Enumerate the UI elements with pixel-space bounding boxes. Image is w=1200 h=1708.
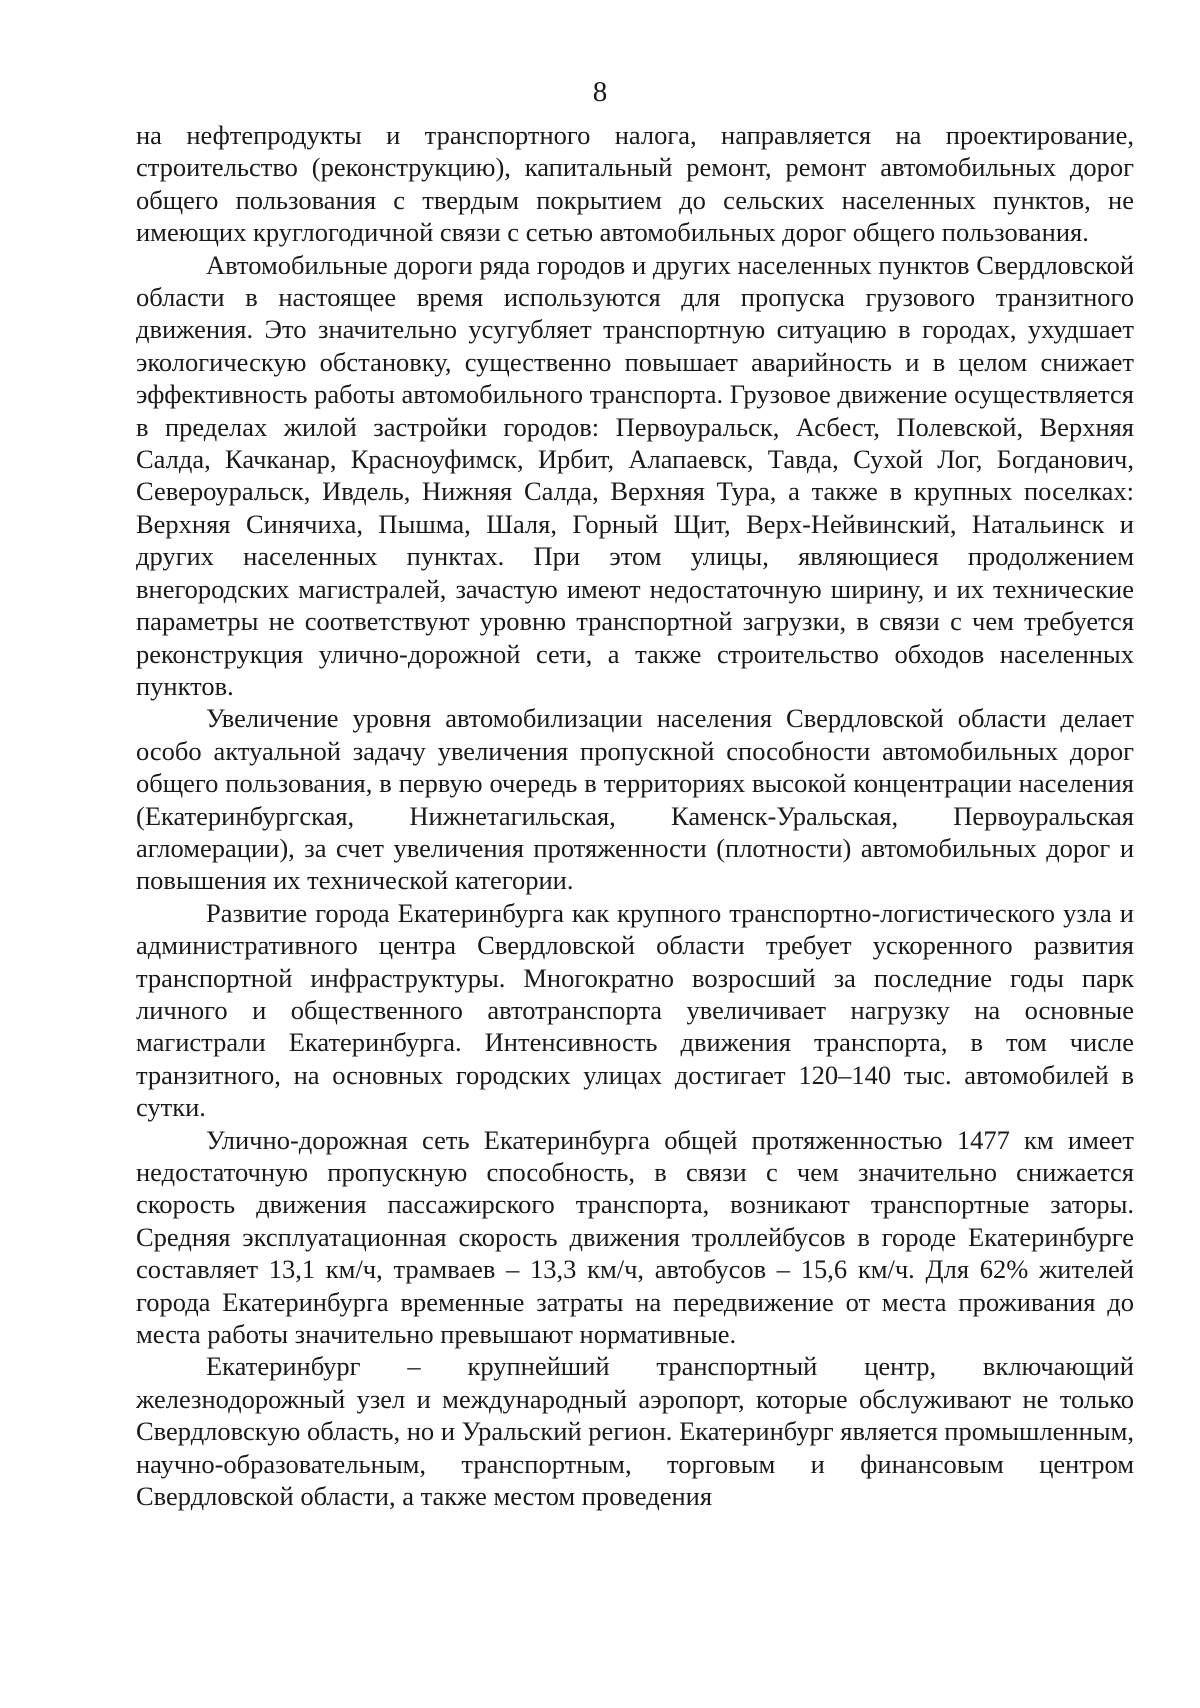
- paragraph-road-network: Улично-дорожная сеть Екатеринбурга общей протяженностью 1477 км имеет недостаточную пропускную способность, в связи с чем значительно снижается скорость движения пассажирского транспорта, возникают транспортные заторы. Средняя эксплуатационная скорость движения троллейбусов в городе Екатеринбурге составляет 13,1 км/ч, трамваев – 13,3 км/ч, автобусов – 15,6 км/ч. Для 62% жителей города Екатеринбурга временные затраты на передвижение от места проживания до места работы значительно превышают нормативные.: [136, 1124, 1134, 1350]
- paragraph-transport-center: Екатеринбург – крупнейший транспортный центр, включающий железнодорожный узел и международный аэропорт, которые обслуживают не только Свердловскую область, но и Уральский регион. Екатеринбург является промышленным, научно-образовательным, транспортным, торговым и финансовым центром Свердловской области, а также местом проведения: [136, 1351, 1134, 1512]
- document-body: [136, 119, 1134, 1512]
- paragraph-motorization: Увеличение уровня автомобилизации населения Свердловской области делает особо актуальной задачу увеличения пропускной способности автомобильных дорог общего пользования, в первую очередь в территориях высокой концентрации населения (Екатеринбургская, Нижнетагильская, Каменск-Уральская, Первоуральская агломерации), за счет увеличения протяженности (плотности) автомобильных дорог и повышения их технической категории.: [136, 703, 1134, 896]
- page-number: 8: [592, 76, 608, 108]
- paragraph-transit-traffic: Автомобильные дороги ряда городов и других населенных пунктов Свердловской области в настоящее время используются для пропуска грузового транзитного движения. Это значительно усугубляет транспортную ситуацию в городах, ухудшает экологическую обстановку, существенно повышает аварийность и в целом снижает эффективность работы автомобильного транспорта. Грузовое движение осуществляется в пределах жилой застройки городов: Первоуральск, Асбест, Полевской, Верхняя Салда, Качканар, Красноуфимск, Ирбит, Алапаевск, Тавда, Сухой Лог, Богданович, Североуральск, Ивдель, Нижняя Салда, Верхняя Тура, а также в крупных поселках: Верхняя Синячиха, Пышма, Шаля, Горный Щит, Верх-Нейвинский, Натальинск и других населенных пунктах. При этом улицы, являющиеся продолжением внегородских магистралей, зачастую имеют недостаточную ширину, и их технические параметры не соответствуют уровню транспортной загрузки, в связи с чем требуется реконструкция улично-дорожной сети, а также строительство обходов населенных пунктов.: [136, 249, 1134, 701]
- paragraph-continuation: на нефтепродукты и транспортного налога, направляется на проектирование, строительство (реконструкцию), капитальный ремонт, ремонт автомобильных дорог общего пользования с твердым покрытием до сельских населенных пунктов, не имеющих круглогодичной связи с сетью автомобильных дорог общего пользования.: [136, 120, 1134, 248]
- paragraph-ekaterinburg-development: Развитие города Екатеринбурга как крупного транспортно-логистического узла и административного центра Свердловской области требует ускоренного развития транспортной инфраструктуры. Многократно возросший за последние годы парк личного и общественного автотранспорта увеличивает нагрузку на основные магистрали Екатеринбурга. Интенсивность движения транспорта, в том числе транзитного, на основных городских улицах достигает 120–140 тыс. автомобилей в сутки.: [136, 897, 1134, 1123]
